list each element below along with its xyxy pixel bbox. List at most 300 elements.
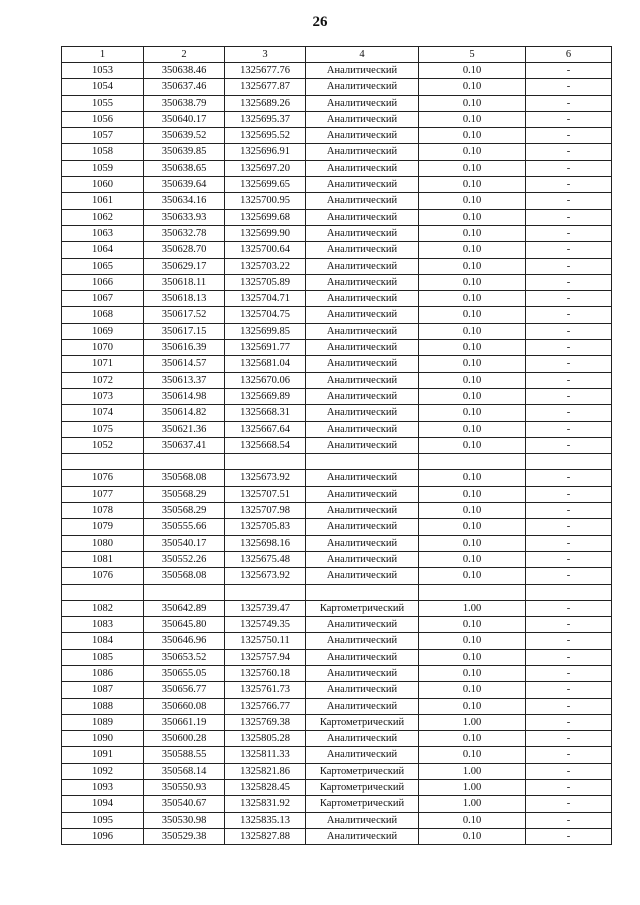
table-cell: 1090: [62, 731, 144, 747]
table-cell: 1091: [62, 747, 144, 763]
table-cell: 0.10: [419, 519, 526, 535]
table-cell: -: [526, 242, 612, 258]
table-cell: 1325667.64: [225, 421, 306, 437]
table-cell: 1325673.92: [225, 568, 306, 584]
table-cell: 1325769.38: [225, 714, 306, 730]
table-row: [62, 763, 612, 779]
table-cell: 350568.14: [144, 763, 225, 779]
table-cell: -: [526, 714, 612, 730]
table-cell: 1089: [62, 714, 144, 730]
coordinates-table: [61, 46, 612, 845]
table-cell: 350637.41: [144, 437, 225, 453]
table-row: [62, 780, 612, 796]
table-cell: Аналитический: [306, 144, 419, 160]
table-cell: 1325699.68: [225, 209, 306, 225]
table-cell: -: [526, 405, 612, 421]
table-cell: -: [526, 812, 612, 828]
table-cell: 1077: [62, 486, 144, 502]
table-cell: -: [526, 600, 612, 616]
table-cell: 1325811.33: [225, 747, 306, 763]
table-cell: 0.10: [419, 503, 526, 519]
table-cell: Аналитический: [306, 551, 419, 567]
table-cell: [225, 584, 306, 600]
table-cell: 1325673.92: [225, 470, 306, 486]
table-cell: [306, 454, 419, 470]
table-cell: Аналитический: [306, 79, 419, 95]
table-row: [62, 568, 612, 584]
table-cell: Аналитический: [306, 258, 419, 274]
table-cell: 350639.85: [144, 144, 225, 160]
table-cell: 0.10: [419, 486, 526, 502]
table-cell: [62, 584, 144, 600]
table-cell: 1325699.90: [225, 225, 306, 241]
table-cell: 350568.08: [144, 470, 225, 486]
table-cell: 0.10: [419, 698, 526, 714]
table-cell: 1054: [62, 79, 144, 95]
table-cell: -: [526, 617, 612, 633]
table-cell: -: [526, 323, 612, 339]
table-cell: -: [526, 95, 612, 111]
table-cell: 350656.77: [144, 682, 225, 698]
table-cell: Аналитический: [306, 63, 419, 79]
table-cell: 1071: [62, 356, 144, 372]
table-cell: -: [526, 682, 612, 698]
table-cell: Аналитический: [306, 731, 419, 747]
table-cell: Аналитический: [306, 128, 419, 144]
table-cell: Аналитический: [306, 307, 419, 323]
table-cell: 350639.52: [144, 128, 225, 144]
table-row: [62, 812, 612, 828]
table-cell: 0.10: [419, 405, 526, 421]
table-cell: 350639.64: [144, 177, 225, 193]
table-cell: 0.10: [419, 291, 526, 307]
table-cell: 1069: [62, 323, 144, 339]
table-cell: 1081: [62, 551, 144, 567]
table-row: [62, 486, 612, 502]
table-cell: -: [526, 763, 612, 779]
table-cell: 0.10: [419, 79, 526, 95]
table-cell: 1052: [62, 437, 144, 453]
table-row: [62, 633, 612, 649]
table-cell: -: [526, 340, 612, 356]
table-row: [62, 144, 612, 160]
table-row: [62, 470, 612, 486]
table-cell: 1325831.92: [225, 796, 306, 812]
table-cell: 1088: [62, 698, 144, 714]
table-cell: 0.10: [419, 209, 526, 225]
table-cell: 0.10: [419, 535, 526, 551]
table-cell: 0.10: [419, 437, 526, 453]
table-cell: 0.10: [419, 665, 526, 681]
table-cell: Аналитический: [306, 486, 419, 502]
table-row: [62, 63, 612, 79]
table-cell: 1325805.28: [225, 731, 306, 747]
table-cell: -: [526, 79, 612, 95]
table-cell: 1325669.89: [225, 388, 306, 404]
table-cell: 1093: [62, 780, 144, 796]
table-row: [62, 617, 612, 633]
table-cell: 0.10: [419, 177, 526, 193]
table-cell: 1325700.64: [225, 242, 306, 258]
table-cell: Аналитический: [306, 437, 419, 453]
table-cell: 1325668.31: [225, 405, 306, 421]
table-cell: Картометрический: [306, 714, 419, 730]
table-cell: 1058: [62, 144, 144, 160]
table-cell: Аналитический: [306, 209, 419, 225]
table-cell: -: [526, 796, 612, 812]
table-cell: 1094: [62, 796, 144, 812]
table-cell: 1079: [62, 519, 144, 535]
table-cell: 350637.46: [144, 79, 225, 95]
table-cell: -: [526, 160, 612, 176]
table-cell: -: [526, 421, 612, 437]
table-cell: 0.10: [419, 682, 526, 698]
table-cell: 1.00: [419, 763, 526, 779]
table-cell: 1325749.35: [225, 617, 306, 633]
table-cell: 0.10: [419, 633, 526, 649]
table-cell: -: [526, 470, 612, 486]
table-cell: 0.10: [419, 111, 526, 127]
table-cell: 1325700.95: [225, 193, 306, 209]
table-cell: 350540.17: [144, 535, 225, 551]
table-cell: 1056: [62, 111, 144, 127]
table-cell: 0.10: [419, 568, 526, 584]
table-cell: 1085: [62, 649, 144, 665]
table-cell: 350529.38: [144, 828, 225, 844]
table-cell: -: [526, 225, 612, 241]
table-cell: 0.10: [419, 95, 526, 111]
table-row: [62, 209, 612, 225]
table-cell: 1325681.04: [225, 356, 306, 372]
table-cell: [225, 454, 306, 470]
table-cell: 1074: [62, 405, 144, 421]
table-cell: -: [526, 193, 612, 209]
table-row: [62, 828, 612, 844]
column-header: 6: [526, 47, 612, 63]
table-cell: -: [526, 144, 612, 160]
table-cell: 350617.52: [144, 307, 225, 323]
table-cell: 0.10: [419, 470, 526, 486]
table-cell: -: [526, 291, 612, 307]
table-cell: Картометрический: [306, 780, 419, 796]
table-cell: [419, 454, 526, 470]
table-cell: -: [526, 503, 612, 519]
table-row: [62, 79, 612, 95]
table-cell: Аналитический: [306, 225, 419, 241]
table-row: [62, 291, 612, 307]
table-cell: 1066: [62, 274, 144, 290]
table-row: [62, 454, 612, 470]
table-cell: 1325668.54: [225, 437, 306, 453]
table-cell: 350617.15: [144, 323, 225, 339]
table-cell: -: [526, 63, 612, 79]
table-cell: Аналитический: [306, 812, 419, 828]
table-cell: -: [526, 209, 612, 225]
table-cell: Картометрический: [306, 796, 419, 812]
table-cell: -: [526, 780, 612, 796]
table-cell: 0.10: [419, 128, 526, 144]
table-cell: -: [526, 111, 612, 127]
table-cell: Аналитический: [306, 682, 419, 698]
table-cell: 1325699.85: [225, 323, 306, 339]
table-cell: 0.10: [419, 274, 526, 290]
table-row: [62, 698, 612, 714]
table-cell: 350568.29: [144, 486, 225, 502]
table-cell: 350638.65: [144, 160, 225, 176]
table-cell: Аналитический: [306, 95, 419, 111]
table-cell: Аналитический: [306, 617, 419, 633]
table-cell: 1325697.20: [225, 160, 306, 176]
table-cell: 1068: [62, 307, 144, 323]
table-cell: Аналитический: [306, 291, 419, 307]
table-cell: -: [526, 649, 612, 665]
column-header: 5: [419, 47, 526, 63]
table-cell: 350645.80: [144, 617, 225, 633]
table-cell: 350588.55: [144, 747, 225, 763]
table-cell: 1325698.16: [225, 535, 306, 551]
table-cell: Аналитический: [306, 698, 419, 714]
table-cell: 0.10: [419, 372, 526, 388]
table-cell: 0.10: [419, 225, 526, 241]
table-cell: Аналитический: [306, 160, 419, 176]
table-cell: [526, 584, 612, 600]
table-cell: 1061: [62, 193, 144, 209]
table-row: [62, 356, 612, 372]
table-row: [62, 747, 612, 763]
table-cell: 0.10: [419, 747, 526, 763]
table-cell: Аналитический: [306, 747, 419, 763]
table-cell: -: [526, 307, 612, 323]
table-row: [62, 584, 612, 600]
table-cell: -: [526, 274, 612, 290]
table-cell: 1082: [62, 600, 144, 616]
table-cell: 1325821.86: [225, 763, 306, 779]
table-cell: 1.00: [419, 796, 526, 812]
table-cell: [144, 584, 225, 600]
table-cell: 0.10: [419, 356, 526, 372]
table-cell: 350614.98: [144, 388, 225, 404]
table-cell: 1070: [62, 340, 144, 356]
table-cell: 1325699.65: [225, 177, 306, 193]
table-cell: -: [526, 486, 612, 502]
table-cell: Аналитический: [306, 470, 419, 486]
table-cell: 1.00: [419, 780, 526, 796]
table-row: [62, 242, 612, 258]
table-cell: [62, 454, 144, 470]
table-row: [62, 551, 612, 567]
table-cell: 1325677.87: [225, 79, 306, 95]
table-cell: 350661.19: [144, 714, 225, 730]
table-cell: 0.10: [419, 307, 526, 323]
table-cell: 350552.26: [144, 551, 225, 567]
table-cell: 0.10: [419, 160, 526, 176]
table-cell: 1062: [62, 209, 144, 225]
table-cell: -: [526, 568, 612, 584]
table-cell: -: [526, 535, 612, 551]
table-cell: 0.10: [419, 617, 526, 633]
table-cell: Аналитический: [306, 372, 419, 388]
table-cell: 350653.52: [144, 649, 225, 665]
table-cell: -: [526, 731, 612, 747]
table-cell: 1325707.51: [225, 486, 306, 502]
table-body: [62, 63, 612, 845]
table-row: [62, 95, 612, 111]
table-cell: 1325828.45: [225, 780, 306, 796]
table-cell: Аналитический: [306, 388, 419, 404]
table-cell: Аналитический: [306, 503, 419, 519]
table-row: [62, 323, 612, 339]
table-cell: Аналитический: [306, 111, 419, 127]
table-row: [62, 682, 612, 698]
table-cell: Аналитический: [306, 405, 419, 421]
table-row: [62, 714, 612, 730]
table-cell: 1325703.22: [225, 258, 306, 274]
table-cell: 350629.17: [144, 258, 225, 274]
table-row: [62, 225, 612, 241]
table-cell: 0.10: [419, 340, 526, 356]
table-row: [62, 177, 612, 193]
table-row: [62, 128, 612, 144]
table-row: [62, 160, 612, 176]
table-cell: 1063: [62, 225, 144, 241]
table-cell: 1053: [62, 63, 144, 79]
table-cell: 350555.66: [144, 519, 225, 535]
table-cell: -: [526, 437, 612, 453]
table-cell: Картометрический: [306, 763, 419, 779]
table-cell: 1092: [62, 763, 144, 779]
table-cell: 1075: [62, 421, 144, 437]
table-cell: 0.10: [419, 258, 526, 274]
table-cell: 1325675.48: [225, 551, 306, 567]
table-row: [62, 796, 612, 812]
table-cell: 350660.08: [144, 698, 225, 714]
table-row: [62, 340, 612, 356]
table-cell: 1325761.73: [225, 682, 306, 698]
table-cell: 350628.70: [144, 242, 225, 258]
table-cell: Аналитический: [306, 633, 419, 649]
table-cell: 1325739.47: [225, 600, 306, 616]
table-cell: [526, 454, 612, 470]
table-cell: Картометрический: [306, 600, 419, 616]
table-cell: 0.10: [419, 551, 526, 567]
table-cell: [419, 584, 526, 600]
table-cell: -: [526, 551, 612, 567]
table-cell: 1086: [62, 665, 144, 681]
table-cell: 1325705.83: [225, 519, 306, 535]
table-cell: 0.10: [419, 63, 526, 79]
table-cell: Аналитический: [306, 649, 419, 665]
table-cell: 350613.37: [144, 372, 225, 388]
table-cell: 350568.29: [144, 503, 225, 519]
table-cell: Аналитический: [306, 535, 419, 551]
table-cell: -: [526, 519, 612, 535]
table-cell: 1325750.11: [225, 633, 306, 649]
table-row: [62, 519, 612, 535]
table-cell: -: [526, 665, 612, 681]
table-cell: 1.00: [419, 714, 526, 730]
table-cell: 1073: [62, 388, 144, 404]
table-cell: 350600.28: [144, 731, 225, 747]
page-number: 26: [312, 14, 328, 30]
table-cell: 1325827.88: [225, 828, 306, 844]
table-cell: 1080: [62, 535, 144, 551]
table-cell: Аналитический: [306, 828, 419, 844]
table-cell: -: [526, 747, 612, 763]
table-row: [62, 405, 612, 421]
table-cell: 1325695.52: [225, 128, 306, 144]
table-row: [62, 258, 612, 274]
table-cell: -: [526, 128, 612, 144]
table-cell: 1087: [62, 682, 144, 698]
table-cell: Аналитический: [306, 274, 419, 290]
table-cell: 350530.98: [144, 812, 225, 828]
table-cell: 1078: [62, 503, 144, 519]
table-cell: 0.10: [419, 144, 526, 160]
table-row: [62, 665, 612, 681]
table-cell: 1325691.77: [225, 340, 306, 356]
table-cell: 350614.82: [144, 405, 225, 421]
table-cell: Аналитический: [306, 568, 419, 584]
table-row: [62, 307, 612, 323]
table-row: [62, 503, 612, 519]
table-cell: 350568.08: [144, 568, 225, 584]
table-cell: 0.10: [419, 323, 526, 339]
table-cell: 1083: [62, 617, 144, 633]
table-cell: 0.10: [419, 812, 526, 828]
table-row: [62, 649, 612, 665]
table-cell: 1325670.06: [225, 372, 306, 388]
table-cell: 350638.46: [144, 63, 225, 79]
table-cell: 1067: [62, 291, 144, 307]
table-cell: 350540.67: [144, 796, 225, 812]
table-row: [62, 372, 612, 388]
table-cell: 350621.36: [144, 421, 225, 437]
table-cell: 1.00: [419, 600, 526, 616]
table-cell: Аналитический: [306, 323, 419, 339]
table-cell: 0.10: [419, 242, 526, 258]
table-cell: 1325689.26: [225, 95, 306, 111]
table-cell: 1064: [62, 242, 144, 258]
table-cell: 1325677.76: [225, 63, 306, 79]
table-cell: 350642.89: [144, 600, 225, 616]
table-cell: 350655.05: [144, 665, 225, 681]
table-cell: 0.10: [419, 193, 526, 209]
table-cell: 350634.16: [144, 193, 225, 209]
table-cell: Аналитический: [306, 519, 419, 535]
table-cell: 1325704.75: [225, 307, 306, 323]
table-cell: -: [526, 698, 612, 714]
table-row: [62, 600, 612, 616]
table-cell: Аналитический: [306, 242, 419, 258]
table-cell: 1076: [62, 470, 144, 486]
table-cell: 1325757.94: [225, 649, 306, 665]
table-cell: -: [526, 633, 612, 649]
table-cell: [144, 454, 225, 470]
table-cell: -: [526, 372, 612, 388]
table-cell: 1325835.13: [225, 812, 306, 828]
table-cell: 0.10: [419, 649, 526, 665]
table-cell: 1059: [62, 160, 144, 176]
table-cell: Аналитический: [306, 356, 419, 372]
table-row: [62, 274, 612, 290]
table-cell: Аналитический: [306, 177, 419, 193]
table-cell: 1084: [62, 633, 144, 649]
table-cell: Аналитический: [306, 665, 419, 681]
table-cell: 1325707.98: [225, 503, 306, 519]
table-cell: Аналитический: [306, 340, 419, 356]
table-cell: -: [526, 828, 612, 844]
table-cell: 350640.17: [144, 111, 225, 127]
